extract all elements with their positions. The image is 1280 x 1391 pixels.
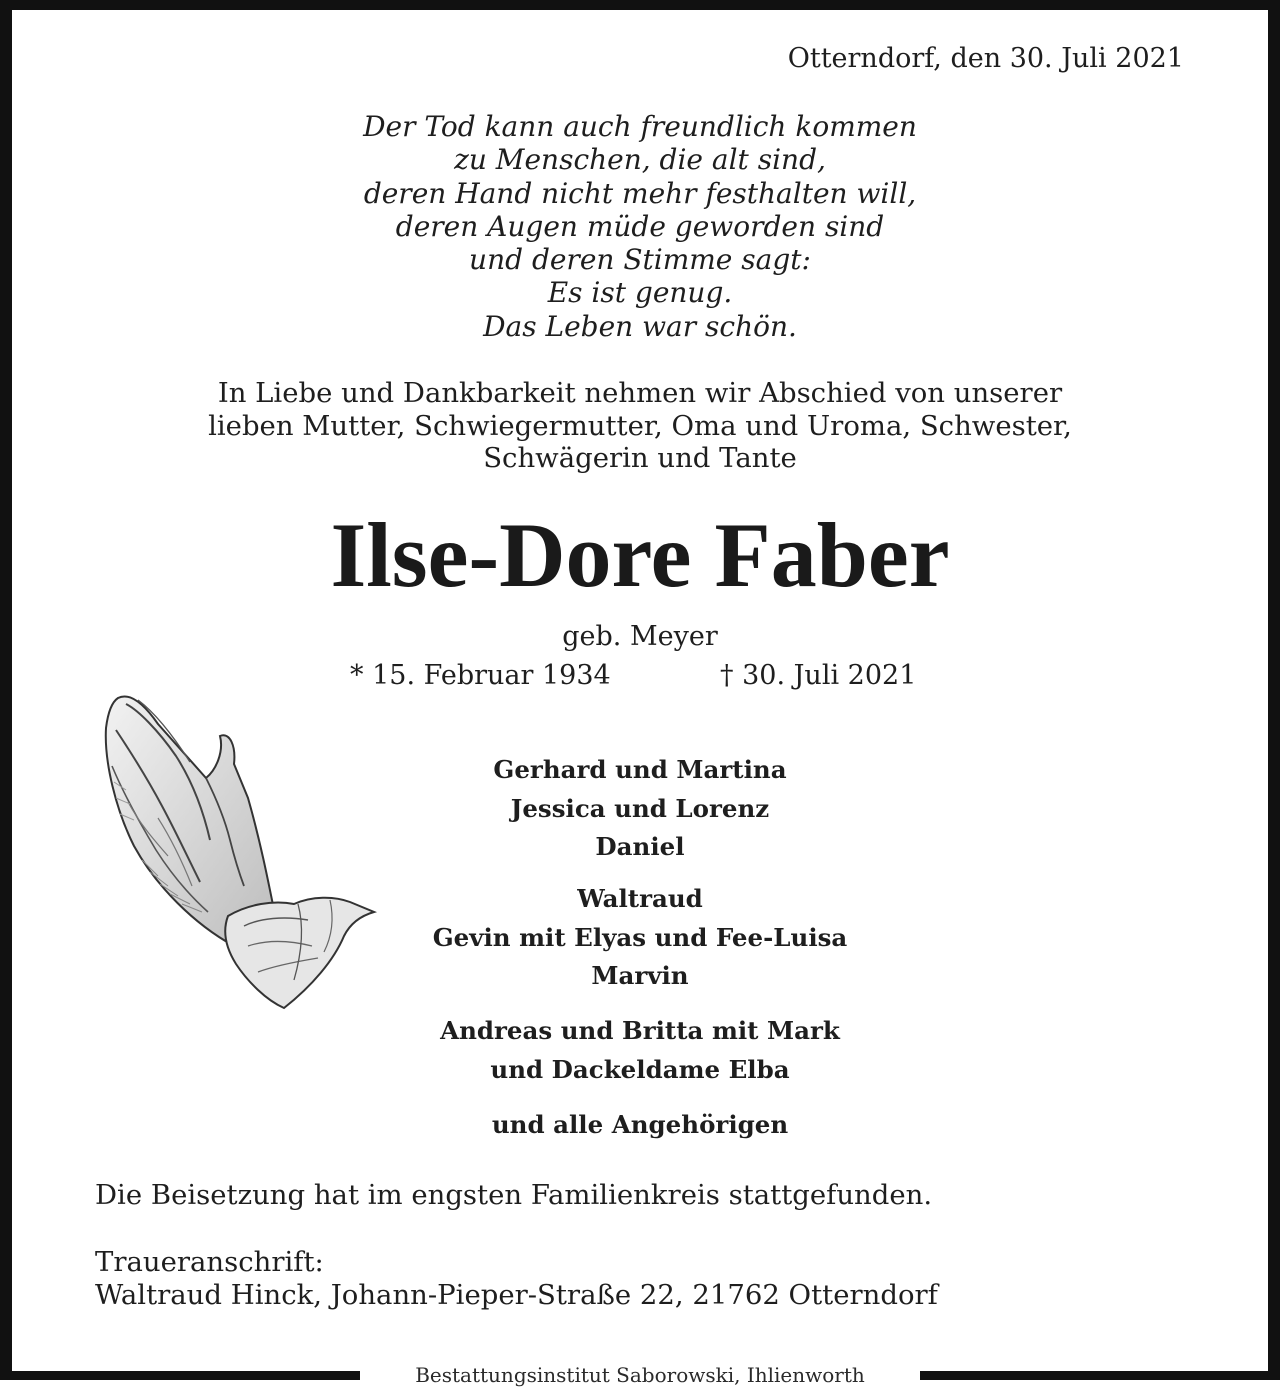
family-line: Marvin [591,961,689,990]
family-group [340,1106,940,1145]
intro-text [0,377,1280,475]
frame-top-border [0,0,1280,10]
birth-date: * 15. Februar 1934 [350,660,611,691]
intro-line: In Liebe und Dankbarkeit nehmen wir Abschied von unserer [217,377,1063,409]
footer-rule-left [0,1371,360,1380]
deceased-name: Ilse-Dore Faber [330,504,950,606]
family-group [340,880,940,996]
poem-line: deren Hand nicht mehr festhalten will, [363,176,917,210]
poem [0,110,1280,343]
death-date: † 30. Juli 2021 [720,660,917,691]
poem-line: deren Augen müde geworden sind [395,209,885,243]
family-line: Gerhard und Martina [493,755,787,784]
undertaker-credit: Bestattungsinstitut Saborowski, Ihlienworth [415,1363,865,1387]
footer-rule-right [920,1371,1280,1380]
poem-line: Der Tod kann auch freundlich kommen [363,110,917,143]
family-line: und Dackeldame Elba [490,1054,790,1084]
family-group [340,751,940,867]
mourning-address [95,1246,938,1312]
intro-line: Schwägerin und Tante [483,442,797,474]
funeral-note: Die Beisetzung hat im engsten Familienkreis stattgefunden. [95,1179,933,1211]
family-line: und alle Angehörigen [491,1110,789,1139]
address-label: Traueranschrift: [95,1246,324,1278]
poem-line: Das Leben war schön. [483,309,797,343]
maiden-name: geb. Meyer [562,621,718,652]
family-line: Andreas und Britta mit Mark [440,1016,840,1045]
poem-line: und deren Stimme sagt: [469,243,811,277]
family-line: Gevin mit Elyas und Fee-Luisa [432,922,848,952]
family-line: Jessica und Lorenz [510,793,770,823]
family-group [340,1012,940,1089]
family-line: Waltraud [577,884,703,913]
praying-hands-icon [98,690,378,1015]
place-date: Otterndorf, den 30. Juli 2021 [787,43,1184,74]
address-text: Waltraud Hinck, Johann-Pieper-Straße 22, 21762 Otterndorf [95,1279,938,1311]
poem-line: zu Menschen, die alt sind, [454,143,826,177]
poem-line: Es ist genug. [547,276,733,310]
intro-line: lieben Mutter, Schwiegermutter, Oma und Uroma, Schwester, [208,409,1072,442]
family-line: Daniel [595,832,685,861]
